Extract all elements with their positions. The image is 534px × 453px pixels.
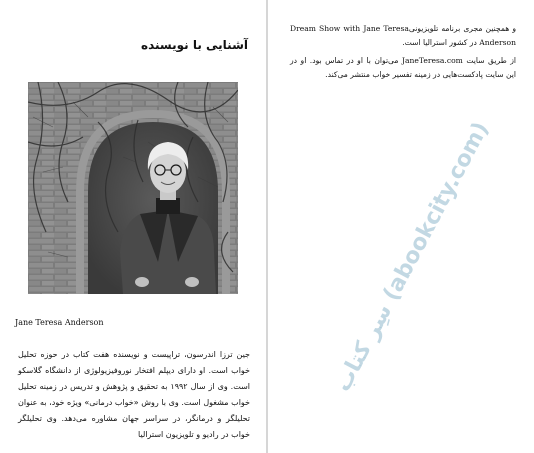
page-title: آشنایی با نویسنده [141, 38, 248, 52]
watermark-label: سِر کتاب (abookcity.com) [330, 118, 495, 396]
right-page [268, 0, 534, 453]
author-photo-image [28, 82, 238, 294]
tv-show-outro: در کشور استرالیا است. [402, 38, 480, 47]
paragraph-website [290, 54, 516, 82]
website-outro: می‌توان با او در تماس بود. او در این سایت پادکست‌هایی در زمینه تفسیر خواب منتشر می‌کند. [290, 56, 516, 79]
tv-show-name: Dream Show with Jane Teresa Anderson [290, 24, 516, 47]
photo-caption: Jane Teresa Anderson [15, 318, 104, 327]
website-link[interactable]: JaneTeresa.com [401, 56, 463, 65]
right-page-text [290, 22, 516, 86]
website-intro: از طریق سایت [462, 56, 516, 65]
author-photo [28, 82, 238, 294]
tv-show-intro: و همچنین مجری برنامه تلویزیونی [408, 24, 516, 33]
paragraph-tv-show [290, 22, 516, 50]
author-bio: جین ترزا اندرسون، تراپیست و نویسنده هفت کتاب در حوزه تحلیل خواب است. او دارای دیپلم افتخار نوروفیزیولوژی از دانشگاه گلاسکو است. وی از سال ۱۹۹۲ به تحقیق و پژوهش و تدریس در زمینه تحلیل خواب مشغول است. وی با روش «خواب درمانی» ویژه خود، به عنوان تحلیلگر و درمانگر، در سراسر جهان مشاوره می‌دهد. وی تحلیلگر خواب در رادیو و تلویزیون استرالیا [18, 350, 250, 439]
left-page [0, 0, 266, 453]
